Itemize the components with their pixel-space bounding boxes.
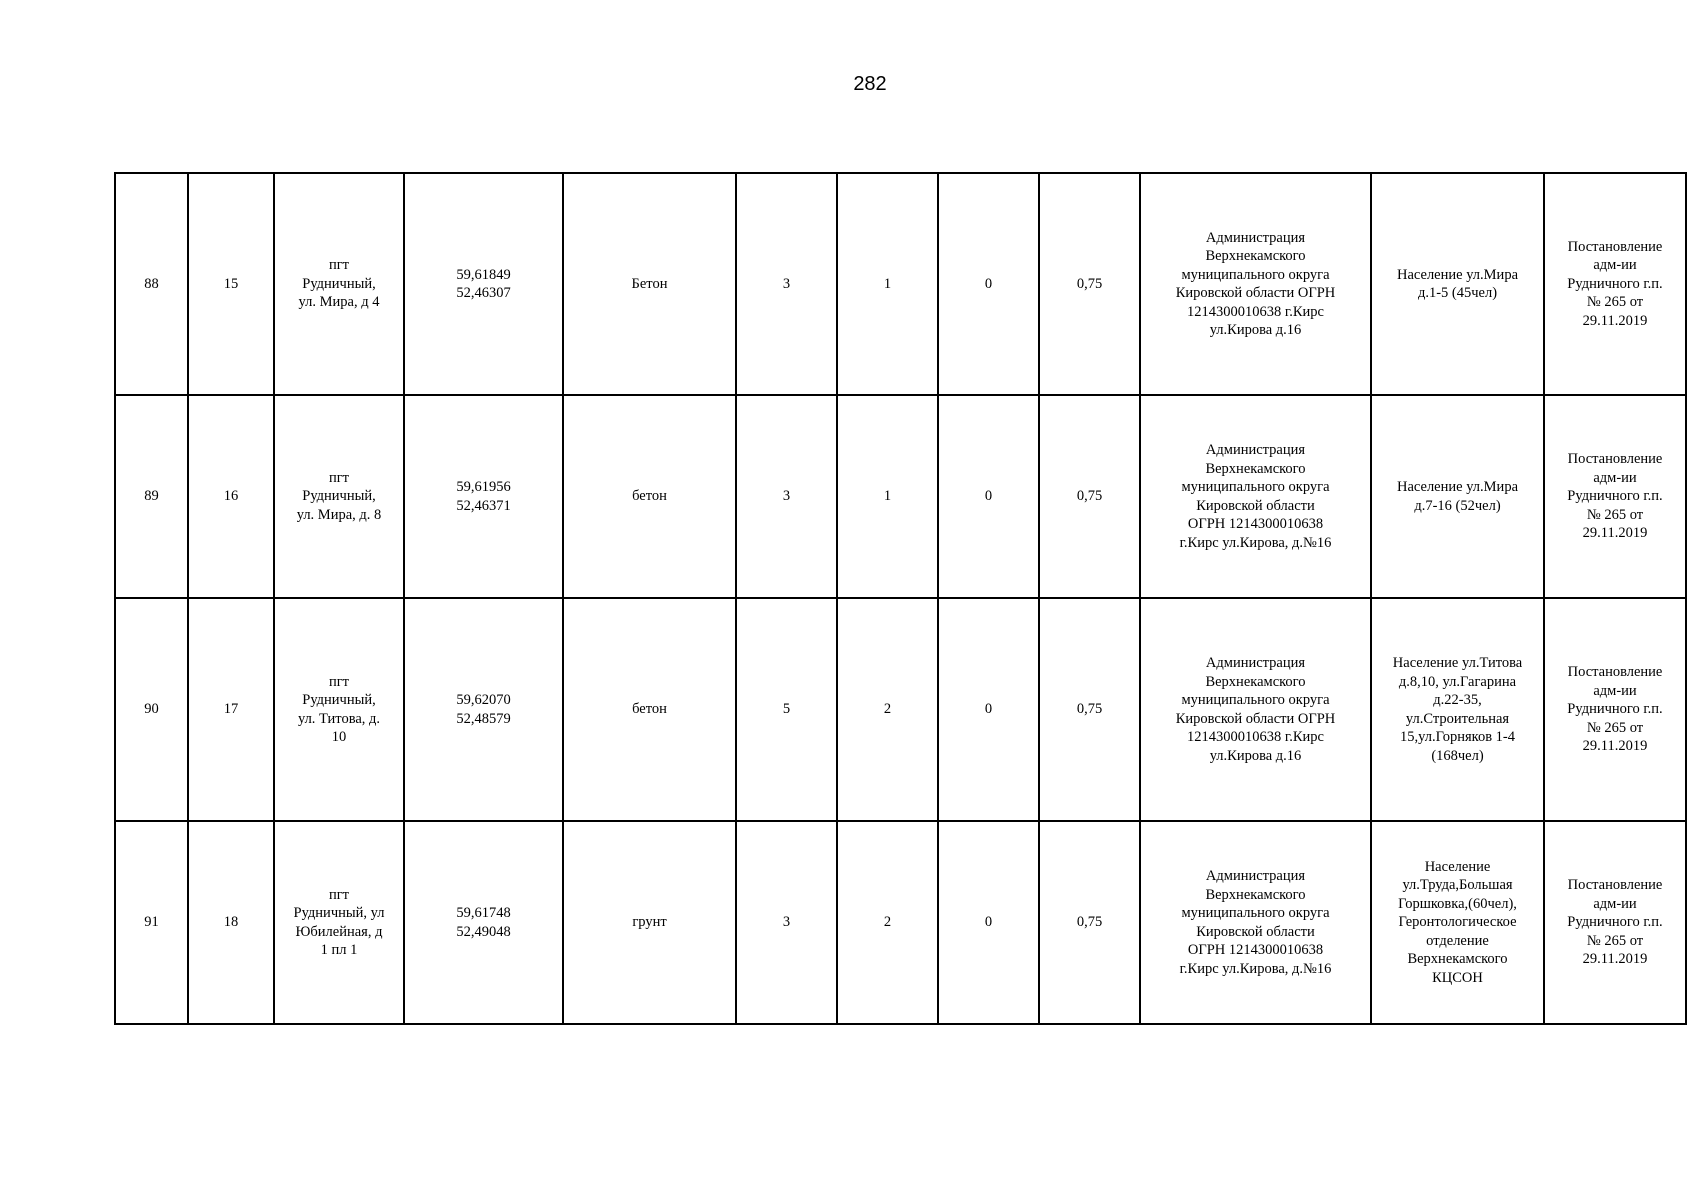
cell-sub-number: 18 [188, 821, 274, 1024]
table-row [115, 821, 1686, 1024]
cell-count-a: 3 [736, 395, 837, 598]
cell-number: 89 [115, 395, 188, 598]
cell-sub-number: 17 [188, 598, 274, 821]
cell-owner: Администрация Верхнекамского муниципального округа Кировской области ОГРН 1214300010638 г.Кирс ул.Кирова д.16 [1140, 598, 1371, 821]
cell-document: Постановление адм-ии Рудничного г.п. № 265 от 29.11.2019 [1544, 395, 1686, 598]
cell-served: Население ул.Мира д.1-5 (45чел) [1371, 173, 1544, 395]
cell-served: Население ул.Мира д.7-16 (52чел) [1371, 395, 1544, 598]
cell-sub-number: 16 [188, 395, 274, 598]
cell-count-c: 0 [938, 173, 1039, 395]
cell-coordinates: 59,62070 52,48579 [404, 598, 563, 821]
cell-coordinates: 59,61849 52,46307 [404, 173, 563, 395]
cell-served: Население ул.Труда,Большая Горшковка,(60чел), Геронтологическое отделение Верхнекамского КЦСОН [1371, 821, 1544, 1024]
cell-count-a: 3 [736, 821, 837, 1024]
cell-volume: 0,75 [1039, 821, 1140, 1024]
table-row [115, 173, 1686, 395]
cell-document: Постановление адм-ии Рудничного г.п. № 265 от 29.11.2019 [1544, 821, 1686, 1024]
cell-volume: 0,75 [1039, 173, 1140, 395]
cell-count-c: 0 [938, 598, 1039, 821]
cell-owner: Администрация Верхнекамского муниципального округа Кировской области ОГРН 1214300010638 г.Кирс ул.Кирова д.16 [1140, 173, 1371, 395]
cell-surface: бетон [563, 395, 736, 598]
cell-address: пгт Рудничный, ул. Мира, д 4 [274, 173, 404, 395]
cell-count-a: 5 [736, 598, 837, 821]
cell-address: пгт Рудничный, ул Юбилейная, д 1 пл 1 [274, 821, 404, 1024]
cell-volume: 0,75 [1039, 395, 1140, 598]
cell-sub-number: 15 [188, 173, 274, 395]
cell-number: 90 [115, 598, 188, 821]
cell-address: пгт Рудничный, ул. Титова, д. 10 [274, 598, 404, 821]
cell-surface: Бетон [563, 173, 736, 395]
cell-count-c: 0 [938, 821, 1039, 1024]
cell-owner: Администрация Верхнекамского муниципального округа Кировской области ОГРН 1214300010638 г.Кирс ул.Кирова, д.№16 [1140, 395, 1371, 598]
cell-coordinates: 59,61956 52,46371 [404, 395, 563, 598]
cell-number: 88 [115, 173, 188, 395]
cell-count-b: 2 [837, 821, 938, 1024]
cell-count-c: 0 [938, 395, 1039, 598]
cell-number: 91 [115, 821, 188, 1024]
cell-coordinates: 59,61748 52,49048 [404, 821, 563, 1024]
table-row [115, 395, 1686, 598]
cell-count-b: 1 [837, 173, 938, 395]
register-table [114, 172, 1687, 1025]
cell-volume: 0,75 [1039, 598, 1140, 821]
cell-count-b: 2 [837, 598, 938, 821]
cell-count-a: 3 [736, 173, 837, 395]
cell-document: Постановление адм-ии Рудничного г.п. № 265 от 29.11.2019 [1544, 598, 1686, 821]
page-number: 282 [853, 73, 887, 95]
cell-document: Постановление адм-ии Рудничного г.п. № 265 от 29.11.2019 [1544, 173, 1686, 395]
cell-count-b: 1 [837, 395, 938, 598]
cell-address: пгт Рудничный, ул. Мира, д. 8 [274, 395, 404, 598]
cell-surface: грунт [563, 821, 736, 1024]
cell-surface: бетон [563, 598, 736, 821]
cell-owner: Администрация Верхнекамского муниципального округа Кировской области ОГРН 1214300010638 г.Кирс ул.Кирова, д.№16 [1140, 821, 1371, 1024]
table-row [115, 598, 1686, 821]
cell-served: Население ул.Титова д.8,10, ул.Гагарина д.22-35, ул.Строительная 15,ул.Горняков 1-4 (168чел) [1371, 598, 1544, 821]
